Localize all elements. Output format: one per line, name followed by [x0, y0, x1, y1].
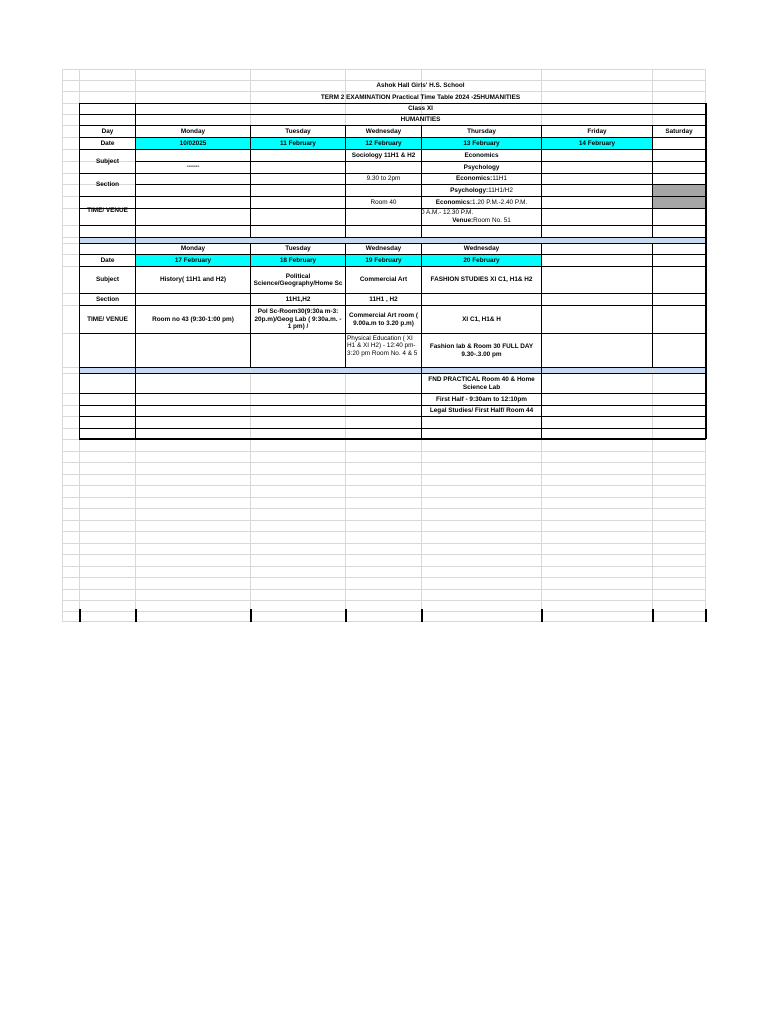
cell-border	[79, 609, 81, 622]
gridline	[62, 520, 706, 521]
school-name: Ashok Hall Girls' H.S. School	[376, 82, 465, 90]
row-label-time-venue: TIME/ VENUE	[87, 315, 128, 323]
day-header: Thursday	[467, 127, 496, 135]
venue-label: Venue:	[452, 216, 474, 224]
venue-cell: XI C1, H1& H	[462, 315, 501, 323]
cell-border	[79, 367, 706, 368]
fashion-note: Fashion lab & Room 30 FULL DAY 9.30-.3.00 pm	[429, 343, 534, 358]
gridline	[62, 611, 706, 612]
gridline	[62, 462, 706, 463]
section-cell	[422, 174, 541, 184]
section-cell: 11H1 , H2	[369, 295, 398, 303]
psychology-label: Psychology:	[450, 186, 489, 194]
cell-border	[79, 333, 706, 334]
cell-border	[250, 609, 252, 622]
gridline	[62, 554, 706, 555]
date-cell: 13 February	[463, 139, 500, 147]
psychology-time: 0 A.M.- 12.30 P.M.	[421, 209, 474, 217]
cell-border	[79, 428, 706, 429]
date-cell: 17 February	[174, 256, 212, 264]
physical-education-note: Physical Education ( XI H1 & XI H2) - 12:40 pm- 3:20 pm Room No. 4 & 5	[347, 335, 418, 357]
gridline	[62, 485, 706, 486]
cell-border	[652, 609, 654, 622]
cell-border	[79, 416, 706, 417]
date-cell: 14 February	[578, 139, 616, 147]
day-header: Saturday	[665, 127, 693, 135]
row-label-section: Section	[95, 181, 120, 189]
row-label-day: Day	[101, 127, 114, 135]
gridline	[62, 474, 706, 475]
day-header: Monday	[180, 245, 206, 253]
gridline	[62, 543, 706, 544]
cell-border	[541, 609, 543, 622]
row-label-time-venue: TIME/ VENUE	[87, 207, 128, 215]
day-header: Friday	[587, 127, 607, 135]
greyed-cell	[653, 184, 706, 196]
gridline	[62, 69, 63, 622]
time-cell: 9.30 to 2pm	[366, 175, 401, 183]
day-header: Wednesday	[463, 245, 500, 253]
subject-cell: Economics	[464, 151, 499, 159]
cell-border	[421, 609, 423, 622]
gridline	[62, 621, 706, 622]
spreadsheet[interactable]	[62, 69, 706, 622]
gridline	[62, 69, 706, 70]
subject-cell: ------	[186, 163, 200, 171]
greyed-cell	[653, 196, 706, 208]
subject-cell: Sociology 11H1 & H2	[351, 151, 416, 159]
venue-cell: Commercial Art room ( 9.00a.m to 3.20 p.m)	[348, 312, 418, 327]
subject-cell: FASHION STUDIES XI C1, H1& H2	[430, 276, 533, 284]
cell-border	[79, 373, 706, 374]
date-cell: 11 February	[280, 139, 316, 147]
class-name: Class XI	[408, 105, 433, 113]
row-label-date: Date	[100, 256, 115, 264]
cell-border	[541, 243, 542, 439]
economics-section: 11H1	[492, 175, 508, 183]
date-cell: 10/02025	[179, 139, 207, 147]
cell-border	[79, 393, 706, 394]
day-header: Monday	[180, 127, 206, 135]
day-header: Wednesday	[365, 127, 402, 135]
section-cell	[422, 185, 541, 196]
economics-label: Economics:	[455, 175, 493, 183]
gridline	[62, 589, 706, 590]
day-header: Tuesday	[285, 127, 311, 135]
gridline	[62, 600, 706, 601]
cell-border	[79, 225, 706, 226]
legal-studies: Legal Studies/ First Half/ Room 44	[429, 407, 534, 415]
day-header: Wednesday	[365, 245, 402, 253]
date-cell: 12 February	[365, 139, 402, 147]
cell-border	[79, 405, 706, 406]
economics-time-label: Economics:	[435, 198, 473, 206]
day-header: Tuesday	[285, 245, 311, 253]
date-cell: 18 February	[279, 256, 317, 264]
gridline	[62, 577, 706, 578]
gridline	[62, 566, 706, 567]
psychology-section: 11H1/H2	[488, 186, 513, 194]
section-cell: 11H1,H2	[285, 295, 311, 303]
gridline	[62, 531, 706, 532]
stream-name: HUMANITIES	[400, 116, 441, 124]
first-half: First Half - 9:30am to 12:10pm	[436, 395, 527, 403]
date-cell	[653, 138, 705, 149]
venue-cell	[422, 216, 541, 225]
exam-title: TERM 2 EXAMINATION Practical Time Table 2024 -25HUMANITIES	[320, 93, 521, 101]
row-label-subject: Subject	[95, 157, 120, 165]
date-cell: 19 February	[365, 256, 402, 264]
row-label-section: Section	[95, 295, 120, 303]
room-cell: Room 40	[370, 198, 397, 206]
gridline	[62, 451, 706, 452]
subject-cell: Psychology	[463, 163, 500, 171]
cell-border	[79, 237, 706, 238]
row-label-subject: Subject	[95, 276, 120, 284]
cell-border	[79, 208, 706, 209]
venue-cell: Room no 43 (9:30-1:00 pm)	[152, 315, 234, 323]
cell-border	[705, 103, 707, 439]
cell-border	[345, 609, 347, 622]
fnd-practical: FND PRACTICAL Room 40 & Home Science Lab	[428, 376, 535, 391]
venue-room: Room No. 51	[473, 216, 511, 224]
date-cell: 20 February	[463, 256, 500, 264]
economics-time: 1.20 P.M.-2.40 P.M.	[472, 198, 528, 206]
subject-cell: History( 11H1 and H2)	[159, 276, 227, 284]
venue-cell: Pol Sc-Room30(9:30a m-3: 20p.m)/Geog Lab ( 9:30a.m. - 1 pm) /	[254, 308, 342, 331]
cell-border	[79, 438, 706, 440]
row-label-date: Date	[100, 139, 115, 147]
subject-cell: Commercial Art	[359, 276, 408, 284]
cell-border	[705, 609, 707, 622]
subject-cell: Political Science/Geography/Home Sc	[253, 272, 343, 287]
cell-border	[135, 184, 706, 185]
gridline	[62, 497, 706, 498]
venue-cell	[422, 197, 541, 208]
gridline	[62, 508, 706, 509]
cell-border	[135, 609, 137, 622]
